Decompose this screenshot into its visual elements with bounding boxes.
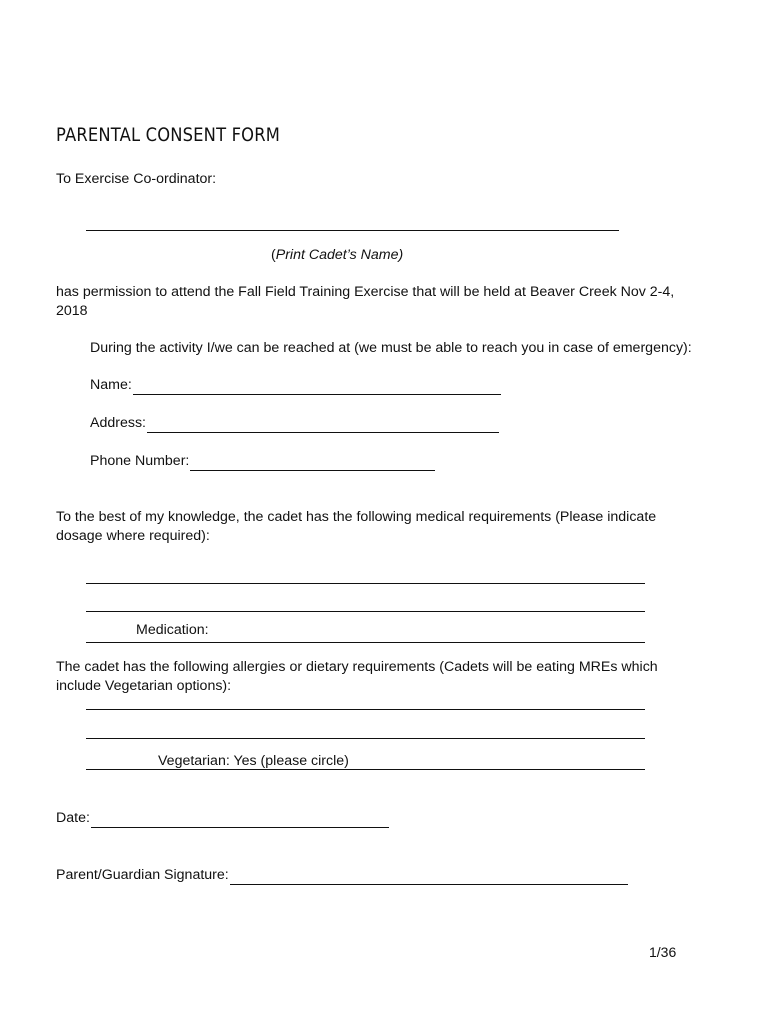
cadet-name-caption (271, 246, 403, 265)
allergies-intro: The cadet has the following allergies or dietary requirements (Cadets will be eating MREs which include Vegetarian options): (56, 659, 658, 694)
medication-label: Medication: (136, 622, 209, 638)
address-field-row (90, 414, 499, 433)
signature-input-line[interactable] (230, 869, 628, 885)
allergies-line-2[interactable] (86, 738, 645, 739)
phone-field-row (90, 452, 435, 471)
signature-field-row (56, 866, 628, 885)
addressee-line: To Exercise Co-ordinator: (56, 171, 217, 187)
address-input-line[interactable] (147, 417, 499, 433)
caption-open-paren: ( (271, 247, 276, 263)
medical-line-2[interactable] (86, 611, 645, 612)
phone-label: Phone Number: (90, 453, 190, 469)
allergies-line-1[interactable] (86, 709, 645, 710)
medical-line-1[interactable] (86, 583, 645, 584)
vegetarian-line[interactable] (86, 769, 645, 770)
contact-intro: During the activity I/we can be reached at (we must be able to reach you in case of emergency): (90, 340, 692, 356)
medication-line[interactable] (86, 642, 645, 643)
page-indicator: 1/36 (649, 944, 677, 960)
phone-input-line[interactable] (190, 455, 435, 471)
name-label: Name: (90, 377, 132, 393)
date-input-line[interactable] (91, 812, 389, 828)
permission-statement: has permission to attend the Fall Field Training Exercise that will be held at Beaver Creek Nov 2-4, 2018 (56, 284, 675, 319)
cadet-name-field[interactable] (86, 230, 619, 231)
medical-intro: To the best of my knowledge, the cadet has the following medical requirements (Please indicate dosage where required): (56, 509, 657, 544)
name-field-row (90, 376, 501, 395)
date-field-row (56, 809, 389, 828)
signature-label: Parent/Guardian Signature: (56, 867, 229, 883)
address-label: Address: (90, 415, 146, 431)
name-input-line[interactable] (133, 379, 501, 395)
date-label: Date: (56, 810, 90, 826)
vegetarian-label: Vegetarian: Yes (please circle) (158, 753, 349, 769)
caption-text: Print Cadet’s Name) (275, 247, 404, 263)
form-title: PARENTAL CONSENT FORM (56, 124, 280, 146)
